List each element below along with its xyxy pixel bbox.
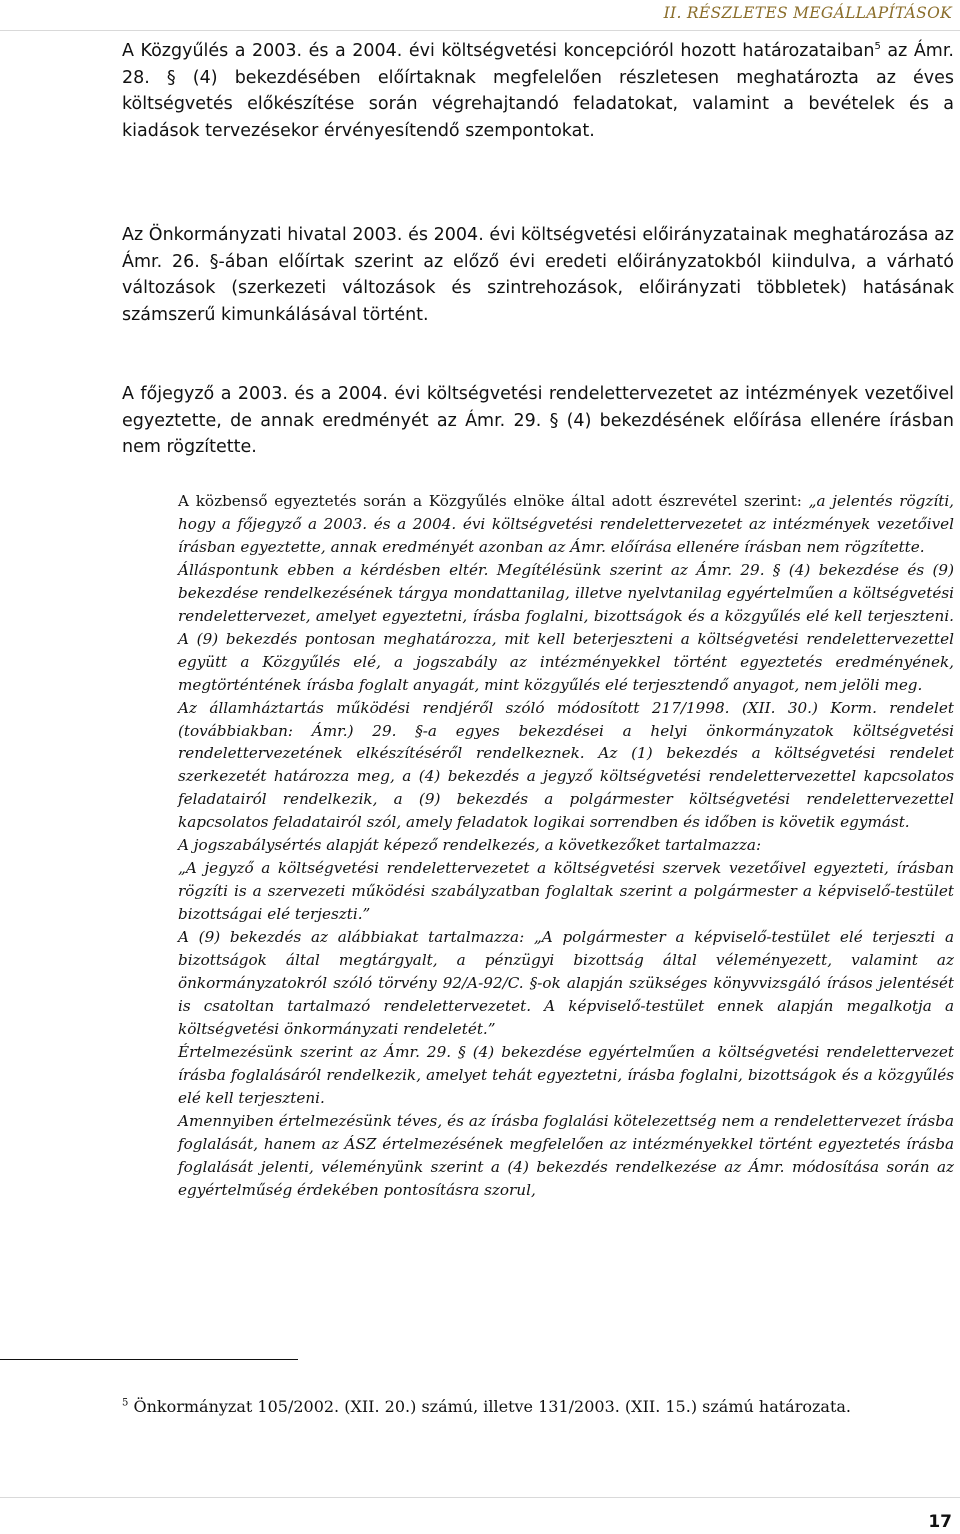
footnote-separator [0, 1359, 298, 1360]
paragraph-1 [122, 38, 954, 144]
page-number: 17 [928, 1512, 952, 1532]
paragraph-3: A főjegyző a 2003. és a 2004. évi költségvetési rendelettervezetet az intézmények vezetőivel egyeztette, de annak eredményét az Ámr. 29. § (4) bekezdésének előírása ellenére írásban nem rögzítette. [122, 384, 954, 457]
comment-para-6: A (9) bekezdés az alábbiakat tartalmazza: „A polgármester a képviselő-testület elé terjeszti a bizottságok által megtárgyalt, a pénzügyi bizottság által véleményezett, valamint az önkormányzatokról szóló törvény 92/A-92/C. §-ok alapján szükséges könyvvizsgáló írásos jelentését is csatoltan tartalmazó rendelettervezetet. A képviselő-testület ennek alapján megalkotja a költségvetési önkormányzati rendeletét.” [178, 928, 954, 1038]
comment-para-2: Álláspontunk ebben a kérdésben eltér. Megítélésünk szerint az Ámr. 29. § (4) bekezdése és (9) bekezdése rendelkezésének tárgya mondattanilag, illetve nyelvtanilag egyértelműen a költségvetési rendelettervezet, amelyet egyeztetni, írásba foglalni, bizottságok és a közgyűlés elé kell terjeszteni. A (9) bekezdés pontosan meghatározza, mit kell beterjeszteni a költségvetési rendelettervezettel együtt a Közgyűlés elé, a jogszabály az intézményekkel történt egyeztetés eredményének, megtörténtének írásba foglalt anyagát, mint közgyűlés elé terjesztendő anyagot, nem jelöli meg. [178, 560, 954, 694]
paragraph-2: Az Önkormányzati hivatal 2003. és 2004. évi költségvetési előirányzatainak meghatározása az Ámr. 26. §-ában előírtak szerint az előző évi eredeti előirányzatokból kiindulva, a várható változások (szerkezeti változások és szintrehozások, előirányzati többletek) hatásának számszerű kimunkálásával történt. [122, 225, 954, 325]
comment-para-4: A jogszabálysértés alapját képező rendelkezés, a következőket tartalmazza: [178, 836, 762, 855]
comment-intro: A közbenső egyeztetés során a Közgyűlés elnöke által adott észrevétel szerint: [178, 492, 802, 510]
running-header: II. RÉSZLETES MEGÁLLAPÍTÁSOK [663, 4, 952, 22]
comment-para-1 [178, 490, 954, 559]
paragraph-1-text-a: A Közgyűlés a 2003. és a 2004. évi költségvetési koncepcióról hozott határozataiban [122, 41, 875, 61]
footnote [122, 1395, 954, 1419]
comment-para-5: „A jegyző a költségvetési rendelettervezetet a költségvetési szervek vezetőivel egyezteti, írásban rögzíti is a szervezeti működési szabályzatban foglaltak szerint a polgármester a képviselő-testület bizottságai elé terjeszti.” [178, 859, 954, 924]
footnote-ref[interactable]: 5 [874, 41, 881, 53]
comment-quote-start: „a jelentés rögzíti, hogy a főjegyző a 2003. és a 2004. évi költségvetési rendelettervezetet az intézmények vezetőivel írásban egyeztette, annak eredményét azonban az Ámr. előírása ellenére írásban nem rögzítette. [178, 492, 955, 556]
comment-para-8: Amennyiben értelmezésünk téves, és az írásba foglalási kötelezettség nem a rendelettervezet írásba foglalását, hanem az ÁSZ értelmezésének megfelelően az intézményekkel történt egyeztetés írásba foglalását jelenti, véleményünk szerint a (4) bekezdés rendelkezése az Ámr. módosítása során az egyértelműség érdekében pontosításra szorul, [178, 1111, 954, 1199]
comment-para-7: Értelmezésünk szerint az Ámr. 29. § (4) bekezdése egyértelműen a költségvetési rendelettervezet írásba foglalásáról rendelkezik, amelyet tehát egyeztetni, írásba foglalni, bizottságok és a közgyűlés elé kell terjeszteni. [178, 1042, 954, 1107]
comment-para-3: Az államháztartás működési rendjéről szóló módosított 217/1998. (XII. 30.) Korm. rendelet (továbbiakban: Ámr.) 29. §-a egyes bekezdései a helyi önkormányzatok költségvetési rendelettervezetének elkészítéséről rendelkeznek. Az (1) bekezdés a költségvetési rendelet szerkezetét határozza meg, a (4) bekezdés a jegyző költségvetési rendelettervezettel kapcsolatos feladatairól rendelkezik, a (9) bekezdés a polgármester költségvetési rendelettervezettel kapcsolatos feladatairól szól, amely feladatok logikai sorrendben és időben is követik egymást. [178, 698, 954, 832]
auditee-comment [178, 490, 954, 1202]
paragraph-1-text-b: az Ámr. 28. § (4) bekezdésében előírtaknak megfelelően részletesen meghatározta az éves költségvetés előkészítése során végrehajtandó feladatokat, valamint a bevételek és a kiadások tervezésekor érvényesítendő szempontokat. [122, 41, 954, 141]
footnote-text: Önkormányzat 105/2002. (XII. 20.) számú, illetve 131/2003. (XII. 15.) számú határozata. [128, 1397, 852, 1416]
header-rule [0, 30, 960, 31]
footer-rule [0, 1497, 960, 1498]
footnote-number: 5 [122, 1397, 129, 1409]
